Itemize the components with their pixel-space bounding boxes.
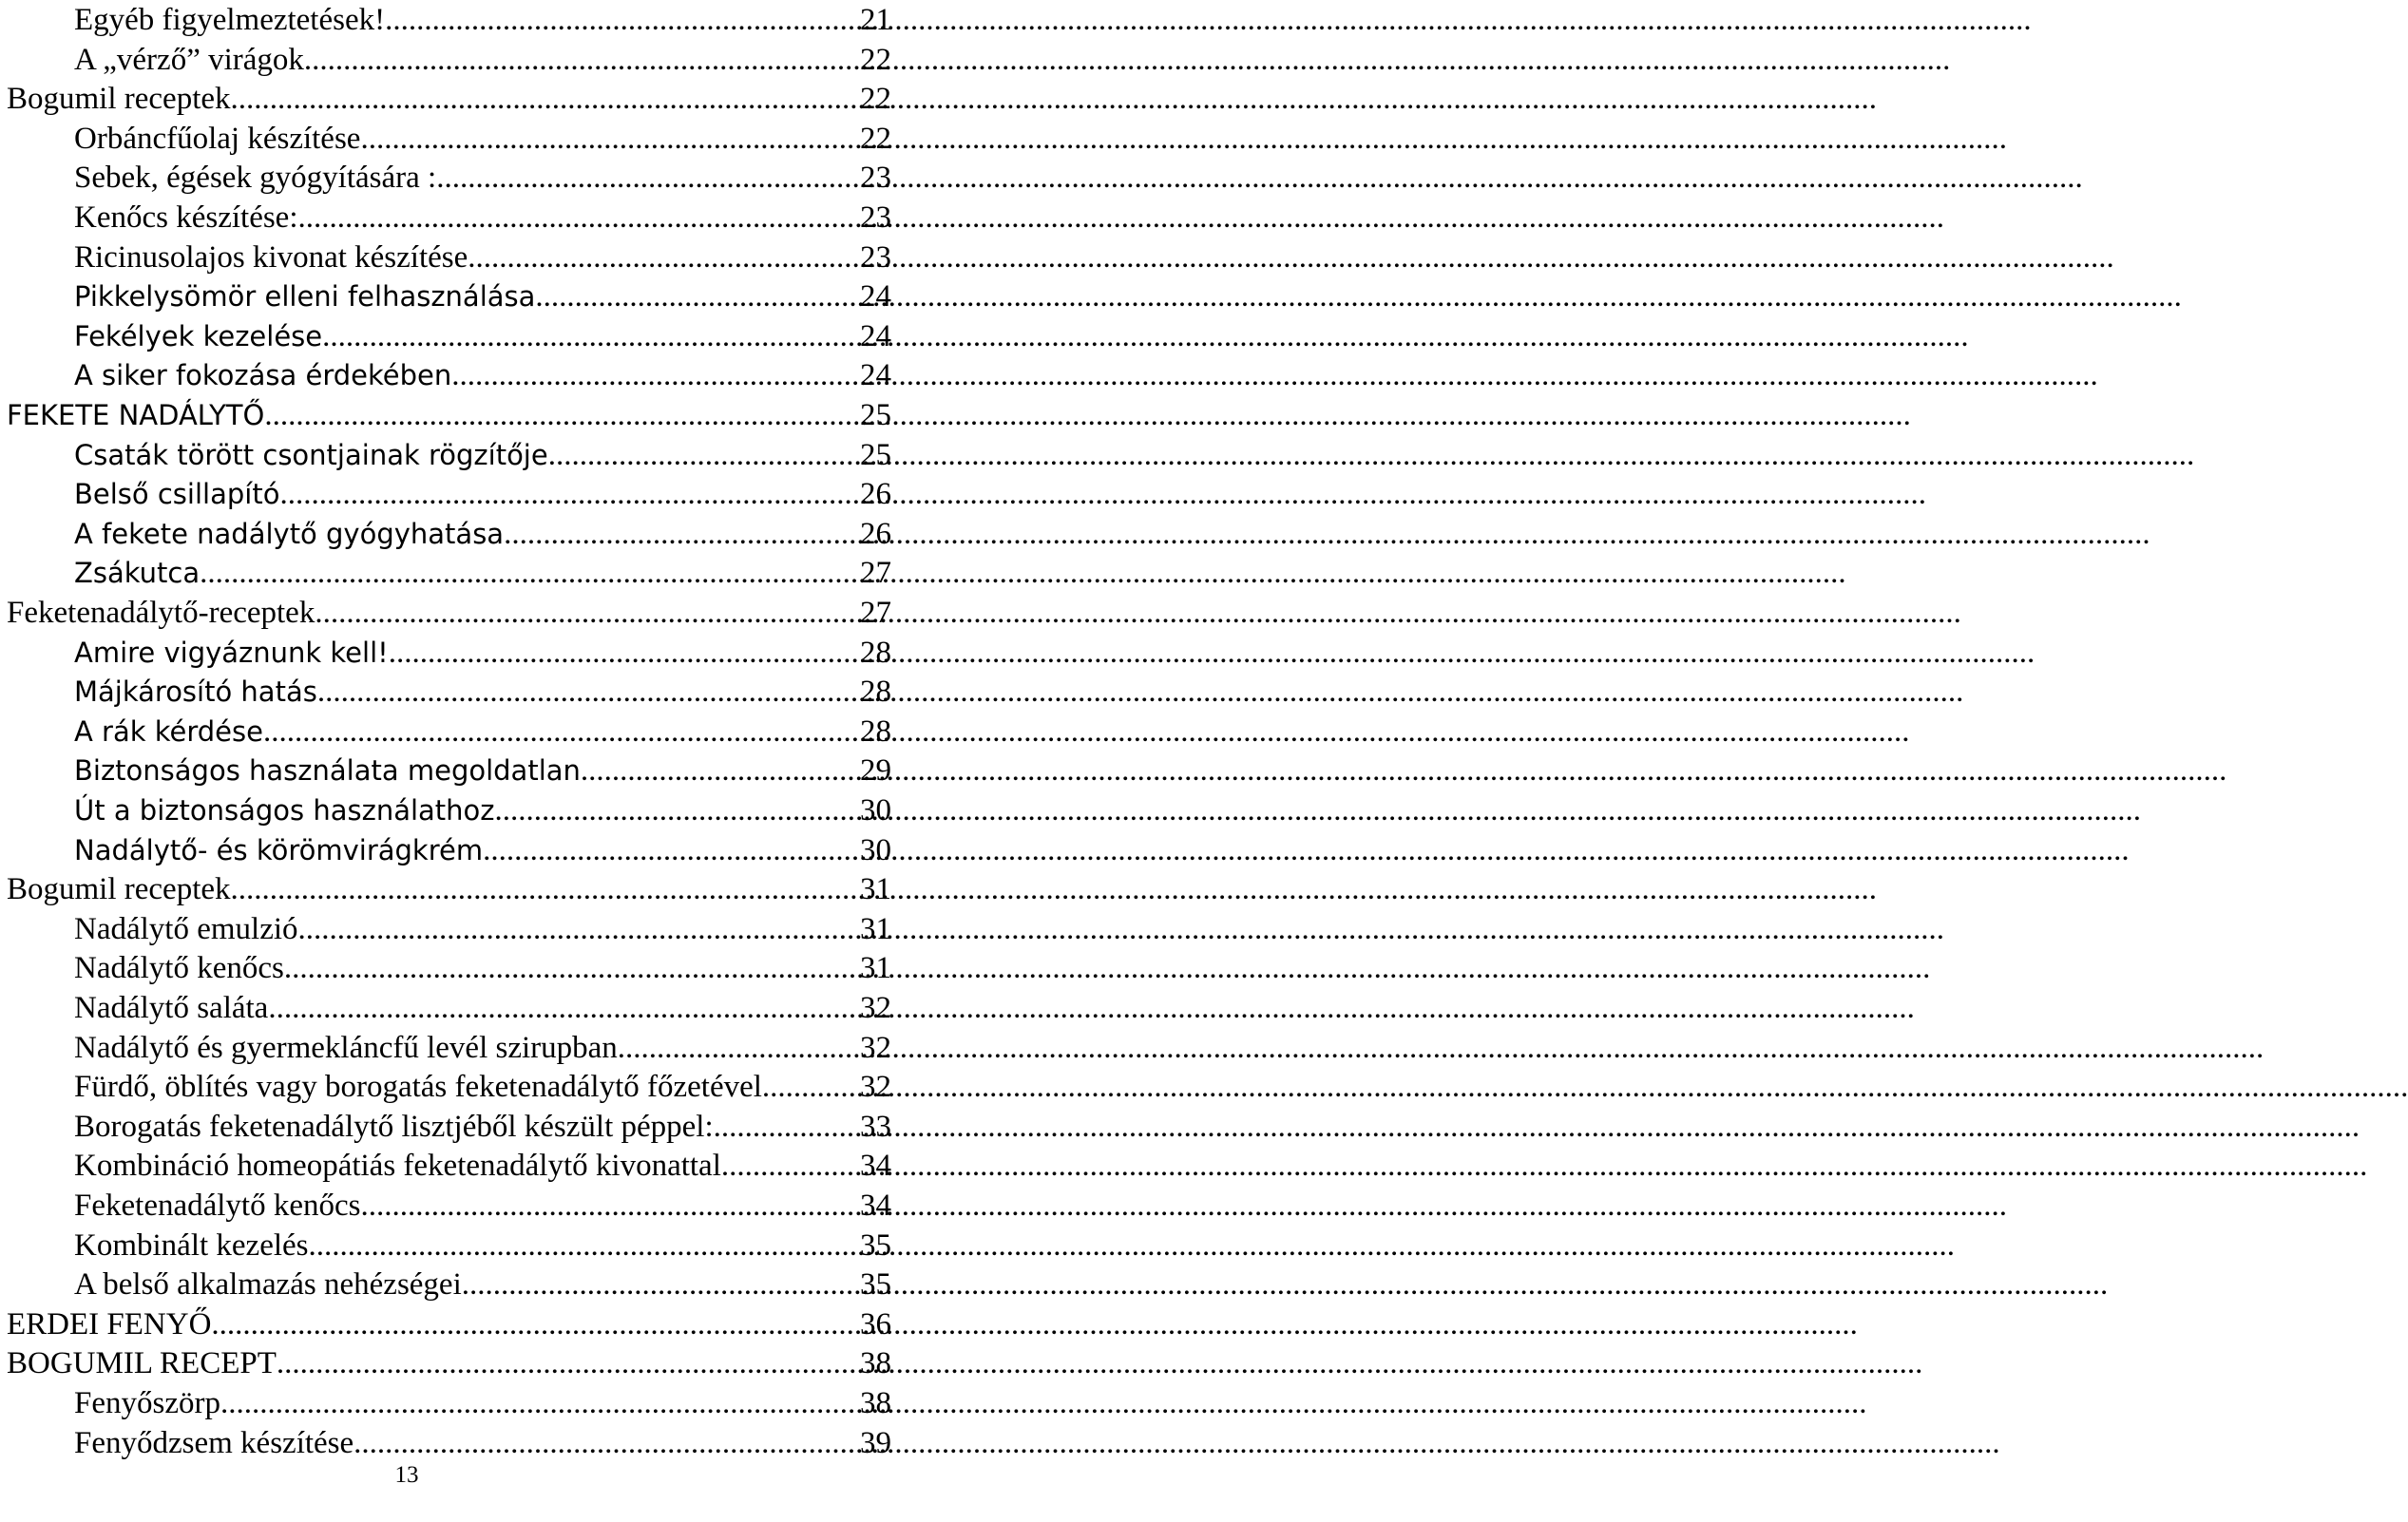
toc-entry (0, 593, 912, 633)
toc-entry-title: Feketenadálytő kenőcs (74, 1189, 361, 1223)
toc-entry (0, 1343, 912, 1383)
toc-entry (0, 40, 912, 80)
toc-entry (0, 869, 912, 909)
toc-dot-leader (389, 633, 860, 673)
toc-entry-title: Út a biztonságos használathoz (74, 794, 495, 827)
toc-entry-page: 38 (860, 1346, 891, 1381)
toc-entry-page: 24 (860, 318, 891, 353)
toc-dot-leader (309, 1226, 860, 1265)
toc-dot-leader (436, 158, 860, 198)
toc-entry (0, 158, 912, 198)
toc-entry-page: 38 (860, 1386, 891, 1420)
toc-entry-title: Nadálytő kenőcs (74, 951, 284, 986)
toc-entry-title: Májkárosító hatás (74, 675, 317, 709)
toc-dot-leader (298, 198, 861, 238)
toc-dot-leader (721, 1146, 860, 1186)
toc-dot-leader (354, 1423, 860, 1463)
toc-entry (0, 355, 912, 395)
toc-entry (0, 1265, 912, 1304)
toc-entry (0, 672, 912, 712)
toc-entry (0, 1304, 912, 1344)
toc-entry (0, 238, 912, 277)
toc-entry-page: 24 (860, 358, 891, 393)
toc-entry (0, 514, 912, 554)
toc-dot-leader (360, 1186, 860, 1226)
toc-entry-page: 31 (860, 911, 891, 946)
toc-entry-page: 23 (860, 239, 891, 275)
toc-entry (0, 790, 912, 830)
toc-dot-leader (468, 238, 860, 277)
toc-entry-title: Fürdő, öblítés vagy borogatás feketenadálytő főzetével (74, 1070, 762, 1105)
toc-entry-page: 32 (860, 1030, 891, 1065)
toc-dot-leader (322, 316, 860, 356)
toc-entry-title: Fenyőszörp (74, 1386, 220, 1420)
toc-entry-page: 21 (860, 3, 891, 37)
toc-dot-leader (211, 1304, 860, 1344)
toc-entry (0, 948, 912, 988)
toc-entry (0, 1186, 912, 1226)
toc-entry (0, 751, 912, 790)
toc-entry-title: Egyéb figyelmeztetések! (74, 3, 386, 37)
toc-entry-title: Zsákutca (74, 557, 201, 590)
toc-entry-page: 27 (860, 556, 891, 591)
toc-entry-page: 26 (860, 477, 891, 512)
toc-dot-leader (277, 1343, 860, 1383)
toc-entry-title: Biztonságos használata megoldatlan (74, 754, 581, 788)
toc-entry-title: Fekélyek kezelése (74, 319, 323, 352)
toc-entry-page: 23 (860, 200, 891, 235)
toc-entry (0, 276, 912, 316)
toc-entry-title: Bogumil receptek (7, 82, 231, 117)
toc-entry-title: Bogumil receptek (7, 872, 231, 907)
toc-entry-title: Amire vigyáznunk kell! (74, 636, 389, 669)
toc-dot-leader (483, 830, 860, 870)
toc-entry-page: 27 (860, 596, 891, 630)
toc-entry (0, 1383, 912, 1423)
toc-entry-page: 31 (860, 951, 891, 986)
toc-dot-leader (279, 474, 860, 514)
toc-entry-title: Belső csillapító (74, 478, 280, 511)
toc-entry-title: Nadálytő és gyermekláncfű levél szirupban (74, 1030, 618, 1065)
toc-dot-leader (231, 869, 860, 909)
toc-dot-leader (618, 1028, 860, 1068)
toc-entry-page: 28 (860, 635, 891, 670)
toc-entry-title: Pikkelysömör elleni felhasználása (74, 280, 536, 314)
toc-dot-leader (714, 1107, 860, 1147)
toc-entry (0, 435, 912, 475)
toc-dot-leader (220, 1383, 860, 1423)
toc-entry-page: 22 (860, 121, 891, 156)
toc-entry-page: 35 (860, 1227, 891, 1263)
toc-dot-leader (495, 790, 860, 830)
toc-entry-title: ERDEI FENYŐ (7, 1306, 212, 1341)
toc-dot-leader (385, 0, 860, 40)
toc-entry-page: 30 (860, 793, 891, 828)
toc-entry-page: 36 (860, 1306, 891, 1341)
toc-dot-leader (268, 988, 860, 1028)
toc-entry-title: A fekete nadálytő gyógyhatása (74, 517, 505, 550)
toc-entry (0, 79, 912, 119)
toc-entry (0, 1226, 912, 1265)
toc-entry-page: 34 (860, 1149, 891, 1184)
toc-entry-title: Orbáncfűolaj készítése (74, 121, 361, 156)
toc-entry-page: 25 (860, 437, 891, 472)
toc-entry (0, 988, 912, 1028)
toc-dot-leader (264, 395, 860, 435)
toc-entry-title: BOGUMIL RECEPT (7, 1346, 277, 1381)
toc-entry (0, 474, 912, 514)
toc-entry (0, 1146, 912, 1186)
toc-entry-title: Nadálytő emulzió (74, 911, 298, 946)
toc-entry-page: 26 (860, 516, 891, 551)
toc-entry-title: Nadálytő saláta (74, 991, 269, 1025)
toc-dot-leader (304, 40, 860, 80)
toc-entry-page: 30 (860, 832, 891, 867)
toc-dot-leader (535, 276, 860, 316)
toc-dot-leader (284, 948, 860, 988)
toc-entry-title: Nadálytő- és körömvirágkrém (74, 833, 484, 866)
toc-entry (0, 553, 912, 593)
toc-entry-title: Csaták törött csontjainak rögzítője (74, 438, 548, 471)
toc-entry (0, 0, 912, 40)
toc-entry-title: Feketenadálytő-receptek (7, 596, 315, 630)
toc-entry (0, 395, 912, 435)
toc-entry (0, 1028, 912, 1068)
toc-dot-leader (263, 712, 860, 751)
toc-entry (0, 909, 912, 949)
toc-entry (0, 198, 912, 238)
toc-entry (0, 1107, 912, 1147)
toc-entry-title: A belső alkalmazás nehézségei (74, 1267, 462, 1303)
toc-dot-leader (581, 751, 860, 790)
toc-entry-title: FEKETE NADÁLYTŐ (7, 399, 265, 431)
toc-entry-page: 24 (860, 279, 891, 314)
toc-entry-page: 22 (860, 82, 891, 117)
toc-dot-leader (762, 1067, 860, 1107)
toc-entry-title: Ricinusolajos kivonat készítése (74, 239, 468, 275)
toc-dot-leader (360, 119, 860, 159)
toc-entry-title: Kombinált kezelés (74, 1227, 309, 1263)
toc-entry-title: Fenyődzsem készítése (74, 1425, 354, 1460)
toc-entry-title: Kenőcs készítése: (74, 200, 298, 235)
toc-dot-leader (462, 1265, 860, 1304)
toc-entry-page: 31 (860, 872, 891, 907)
toc-entry-page: 29 (860, 753, 891, 789)
toc-entry (0, 316, 912, 356)
toc-entry-page: 33 (860, 1109, 891, 1144)
toc-entry-page: 35 (860, 1267, 891, 1303)
toc-entry (0, 633, 912, 673)
toc-entry-title: A rák kérdése (74, 714, 263, 748)
toc-entry-title: A siker fokozása érdekében (74, 359, 452, 392)
toc-entry (0, 119, 912, 159)
toc-entry-page: 34 (860, 1189, 891, 1223)
toc-dot-leader (317, 672, 860, 712)
toc-entry-page: 32 (860, 991, 891, 1025)
toc-entry-title: Kombináció homeopátiás feketenadálytő kivonattal (74, 1149, 721, 1184)
toc-dot-leader (548, 435, 860, 475)
toc-entry-title: Borogatás feketenadálytő lisztjéből készült péppel: (74, 1109, 714, 1144)
toc-dot-leader (504, 514, 860, 554)
toc-entry-title: A „vérző” virágok (74, 42, 304, 77)
toc-entry-page: 22 (860, 42, 891, 77)
toc-entry (0, 712, 912, 751)
toc-entry (0, 1423, 912, 1463)
toc-dot-leader (298, 909, 860, 949)
toc-dot-leader (315, 593, 860, 633)
toc-dot-leader (451, 355, 860, 395)
toc-entry (0, 830, 912, 870)
toc-entry (0, 1067, 912, 1107)
toc-entry-page: 32 (860, 1070, 891, 1105)
toc-entry-title: Sebek, égések gyógyítására : (74, 161, 437, 196)
page-number: 13 (394, 1462, 419, 1488)
toc-entry-page: 39 (860, 1425, 891, 1460)
toc-dot-leader (200, 553, 860, 593)
toc-dot-leader (231, 79, 860, 119)
toc-entry-page: 25 (860, 398, 891, 432)
toc-entry-page: 28 (860, 713, 891, 749)
toc-entry-page: 23 (860, 161, 891, 196)
toc-entry-page: 28 (860, 675, 891, 710)
